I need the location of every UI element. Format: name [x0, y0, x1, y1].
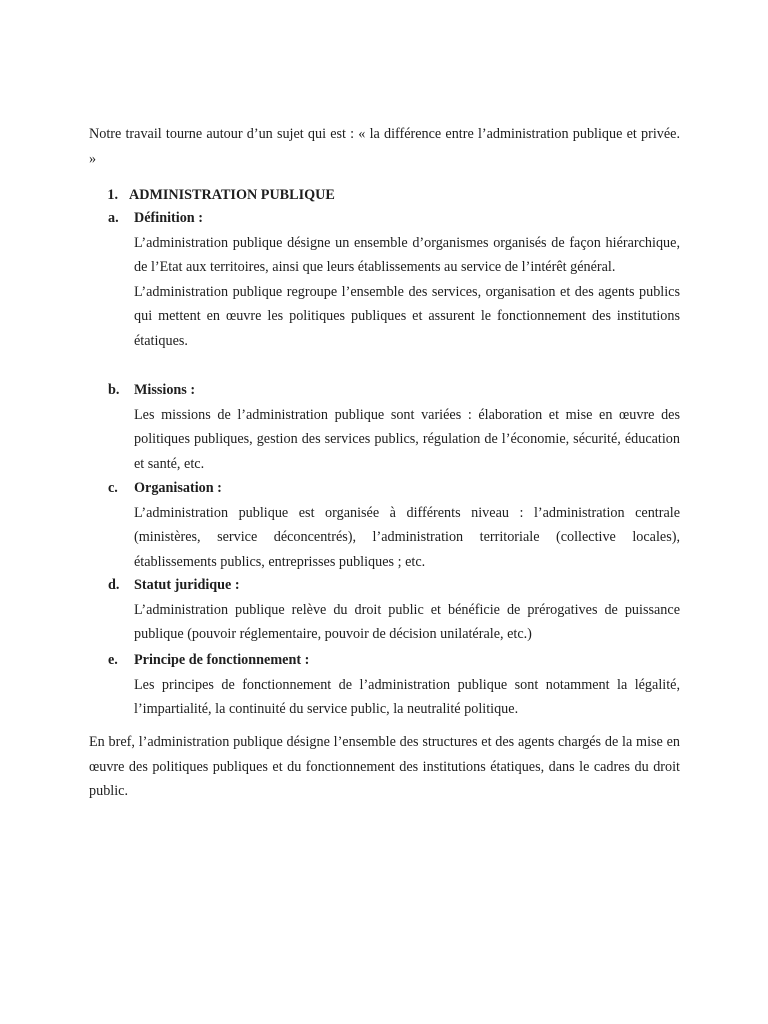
subsection-title: Missions : — [134, 382, 196, 398]
subsection-title: Principe de fonctionnement : — [134, 652, 310, 668]
subsection-organisation — [108, 476, 680, 574]
subsection-title: Définition : — [134, 210, 203, 226]
subsection-letter: d. — [108, 577, 120, 593]
subsection-principe-fonctionnement — [108, 648, 680, 722]
summary-paragraph: En bref, l’administration publique désigne l’ensemble des structures et des agents chargés de la mise en œuvre des politiques publiques et du fonctionnement des institutions étatiques, dans le cadres du droit public. — [89, 734, 680, 799]
intro-paragraph: Notre travail tourne autour d’un sujet qui est : « la différence entre l’administration publique et privée. » — [89, 126, 680, 167]
subsection-letter: c. — [108, 480, 118, 496]
subsection-statut-juridique — [108, 573, 680, 647]
section-title: ADMINISTRATION PUBLIQUE — [129, 187, 335, 203]
subsection-heading — [108, 378, 680, 403]
subsection-definition — [108, 206, 680, 353]
subsection-letter: a. — [108, 210, 119, 226]
subsection-paragraph: L’administration publique relève du droit public et bénéficie de prérogatives de puissance publique (pouvoir réglementaire, pouvoir de décision unilatérale, etc.) — [134, 601, 680, 642]
subsection-paragraph: L’administration publique regroupe l’ensemble des services, organisation et des agents publics qui mettent en œuvre les politiques publiques et assurent le fonctionnement des institutions étatiques. — [134, 283, 680, 349]
subsection-paragraph: Les principes de fonctionnement de l’administration publique sont notamment la légalité, l’impartialité, la continuité du service public, la neutralité politique. — [134, 676, 680, 717]
subsection-heading — [108, 573, 680, 598]
subsection-letter: b. — [108, 382, 120, 398]
section-number: 1. — [107, 187, 118, 203]
section-heading — [89, 183, 335, 208]
subsection-letter: e. — [108, 652, 118, 668]
subsection-paragraph: L’administration publique est organisée à différents niveau : l’administration centrale (ministères, service déconcentrés), l’administration territoriale (collective locales), établissements publics, entreprisses publiques ; etc. — [134, 504, 680, 570]
subsection-heading — [108, 476, 680, 501]
subsection-heading — [108, 206, 680, 231]
subsection-paragraph: L’administration publique désigne un ensemble d’organismes organisés de façon hiérarchique, de l’Etat aux territoires, ainsi que leurs établissements au service de l’intérêt général. — [134, 234, 680, 275]
subsection-paragraph: Les missions de l’administration publique sont variées : élaboration et mise en œuvre des politiques publiques, gestion des services publics, régulation de l’économie, sécurité, éducation et santé, etc. — [134, 406, 680, 472]
subsection-missions — [108, 378, 680, 476]
subsection-title: Statut juridique : — [134, 577, 240, 593]
subsection-title: Organisation : — [134, 480, 222, 496]
subsection-heading — [108, 648, 680, 673]
